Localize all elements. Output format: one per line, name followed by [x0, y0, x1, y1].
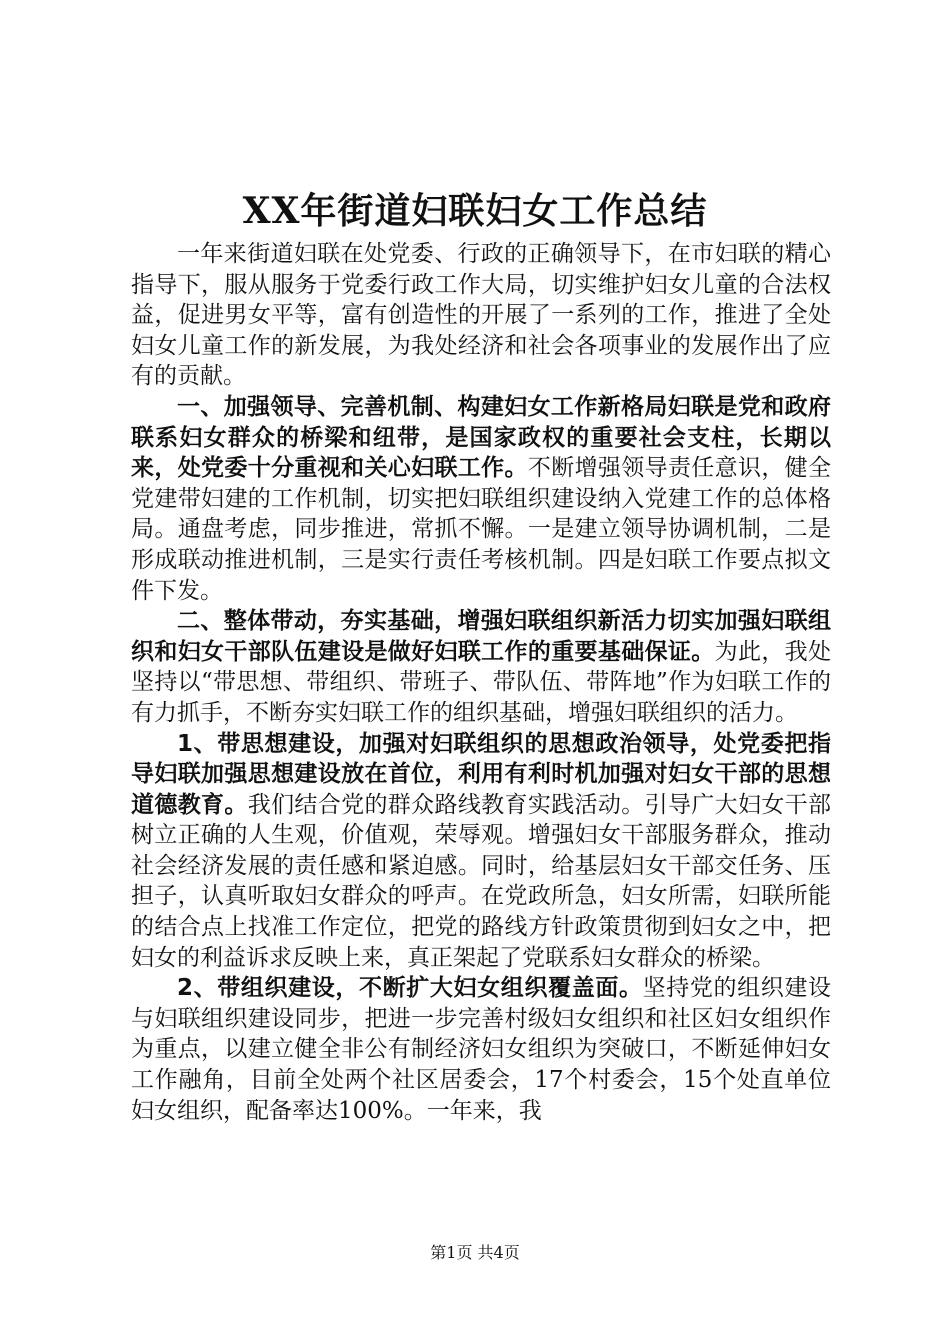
paragraph-section-2 [131, 606, 831, 728]
paragraph-item-2 [131, 973, 831, 1126]
document-title: XX年街道妇联妇女工作总结 [242, 190, 708, 232]
paragraph-intro [131, 239, 831, 392]
paragraph-intro-text: 一年来街道妇联在处党委、行政的正确领导下，在市妇联的精心指导下，服从服务于党委行政工作大局，切实维护妇女儿童的合法权益，促进男女平等，富有创造性的开展了一系列的工作，推进了全处妇女儿童工作的新发展，为我处经济和社会各项事业的发展作出了应有的贡献。 [131, 241, 831, 390]
paragraph-section-1 [131, 392, 831, 606]
section-1-text: 不断增强领导责任意识，健全党建带妇建的工作机制，切实把妇联组织建设纳入党建工作的总体格局。通盘考虑，同步推进，常抓不懈。一是建立领导协调机制，二是形成联动推进机制，三是实行责任考核机制。四是妇联工作要点拟文件下发。 [131, 455, 832, 604]
section-1-heading: 一、加强领导、完善机制、构建妇女工作新格局妇联是党和政府联系妇女群众的桥梁和纽带，是国家政权的重要社会支柱，长期以来，处党委十分重视和关心妇联工作。 [131, 393, 831, 482]
item-1-text: 我们结合党的群众路线教育实践活动。引导广大妇女干部树立正确的人生观，价值观，荣辱观。增强妇女干部服务群众，推动社会经济发展的责任感和紧迫感。同时，给基层妇女干部交任务、压担子，认真听取妇女群众的呼声。在党政所急，妇女所需，妇联所能的结合点上找准工作定位，把党的路线方针政策贯彻到妇女之中，把妇女的利益诉求反映上来，真正架起了党联系妇女群众的桥梁。 [131, 791, 832, 971]
section-2-text: 为此，我处坚持以“带思想、带组织、带班子、带队伍、带阵地”作为妇联工作的有力抓手，不断夯实妇联工作的组织基础，增强妇联组织的活力。 [131, 638, 832, 726]
item-2-text: 坚持党的组织建设与妇联组织建设同步，把进一步完善村级妇女组织和社区妇女组织作为重点，以建立健全非公有制经济妇女组织为突破口，不断延伸妇女工作融角，目前全处两个社区居委会，17个村委会，15个处直单位妇女组织，配备率达100%。一年来，我 [131, 975, 831, 1124]
document-body [131, 239, 831, 1126]
paragraph-item-1 [131, 729, 831, 974]
item-2-heading: 2、带组织建设，不断扩大妇女组织覆盖面。 [177, 975, 643, 1002]
section-2-heading: 二、整体带动，夯实基础，增强妇联组织新活力切实加强妇联组织和妇女干部队伍建设是做好妇联工作的重要基础保证。 [131, 608, 831, 665]
page-number-footer: 第1页 共4页 [430, 1243, 520, 1262]
item-1-heading: 1、带思想建设，加强对妇联组织的思想政治领导，处党委把指导妇联加强思想建设放在首位，利用有利时机加强对妇女干部的思想道德教育。 [131, 730, 831, 818]
